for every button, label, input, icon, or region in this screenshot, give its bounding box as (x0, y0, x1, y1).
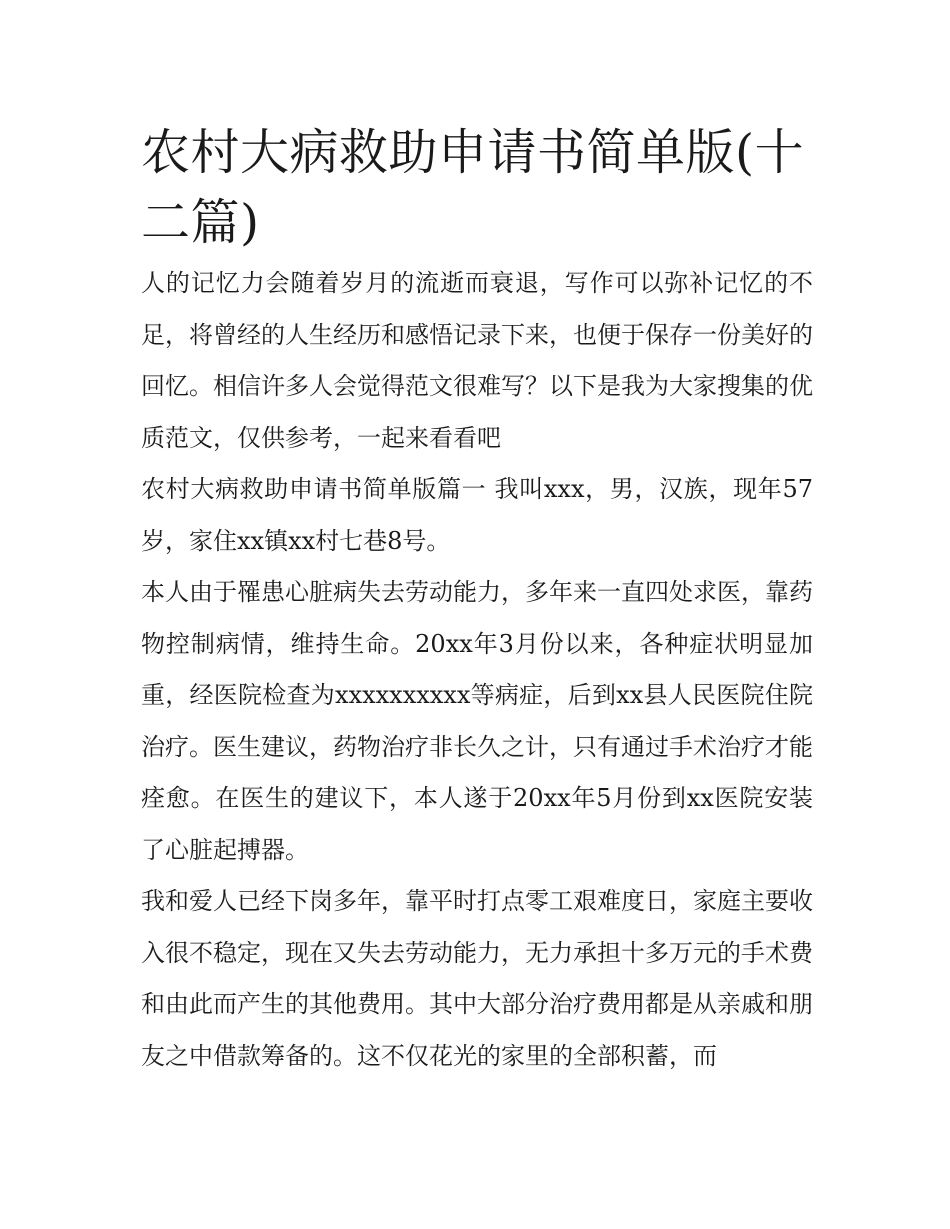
body-paragraph: 本人由于罹患心脏病失去劳动能力，多年来一直四处求医，靠药物控制病情，维持生命。20xx年3月份以来，各种症状明显加重，经医院检查为xxxxxxxxxx等病症，后到xx县人民医院住院治疗。医生建议，药物治疗非长久之计，只有通过手术治疗才能痊愈。在医生的建议下，本人遂于20xx年5月份到xx医院安装了心脏起搏器。 (141, 578, 813, 864)
document-title: 农村大病救助申请书简单版(十二篇) (141, 124, 805, 251)
document-page (141, 118, 813, 1082)
body-paragraph: 农村大病救助申请书简单版篇一 我叫xxx，男，汉族，现年57岁，家住xx镇xx村七巷8号。 (141, 475, 813, 555)
document-body (141, 464, 813, 1082)
body-paragraph: 我和爱人已经下岗多年，靠平时打点零工艰难度日，家庭主要收入很不稳定，现在又失去劳动能力，无力承担十多万元的手术费和由此而产生的其他费用。其中大部分治疗费用都是从亲戚和朋友之中借款筹备的。这不仅花光的家里的全部积蓄，而 (141, 887, 813, 1070)
intro-paragraph: 人的记忆力会随着岁月的流逝而衰退，写作可以弥补记忆的不足，将曾经的人生经历和感悟记录下来，也便于保存一份美好的回忆。相信许多人会觉得范文很难写？以下是我为大家搜集的优质范文，仅供参考，一起来看看吧 (141, 269, 813, 452)
